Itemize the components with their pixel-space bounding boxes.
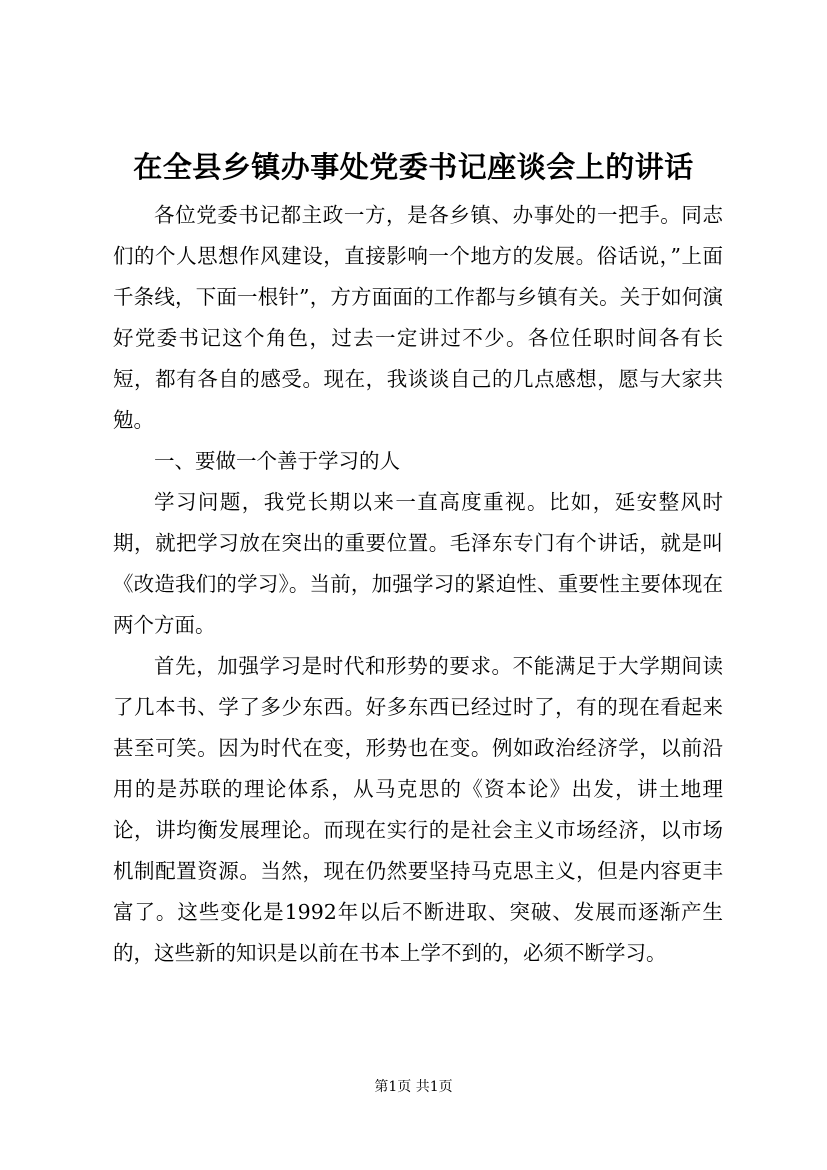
section-heading-1: 一、要做一个善于学习的人	[154, 449, 400, 473]
document-body	[113, 195, 723, 974]
paragraph-intro: 各位党委书记都主政一方，是各乡镇、办事处的一把手。同志们的个人思想作风建设，直接影响一个地方的发展。俗话说，”上面千条线，下面一根针”，方方面面的工作都与乡镇有关。关于如何演好党委书记这个角色，过去一定讲过不少。各位任职时间各有长短，都有各自的感受。现在，我谈谈自己的几点感想，愿与大家共勉。	[113, 203, 723, 432]
paragraph-first: 首先，加强学习是时代和形势的要求。不能满足于大学期间读了几本书、学了多少东西。好多东西已经过时了，有的现在看起来甚至可笑。因为时代在变，形势也在变。例如政治经济学，以前沿用的是苏联的理论体系，从马克思的《资本论》出发，讲土地理论，讲均衡发展理论。而现在实行的是社会主义市场经济，以市场机制配置资源。当然，现在仍然要坚持马克思主义，但是内容更丰富了。这些变化是1992年以后不断进取、突破、发展而逐渐产生的，这些新的知识是以前在书本上学不到的，必须不断学习。	[113, 654, 723, 965]
paragraph-learning: 学习问题，我党长期以来一直高度重视。比如，延安整风时期，就把学习放在突出的重要位置。毛泽东专门有个讲话，就是叫《改造我们的学习》。当前，加强学习的紧迫性、重要性主要体现在两个方面。	[113, 490, 723, 637]
page-footer: 第1页 共1页	[374, 1079, 453, 1095]
document-title: 在全县乡镇办事处党委书记座谈会上的讲话	[133, 150, 694, 184]
